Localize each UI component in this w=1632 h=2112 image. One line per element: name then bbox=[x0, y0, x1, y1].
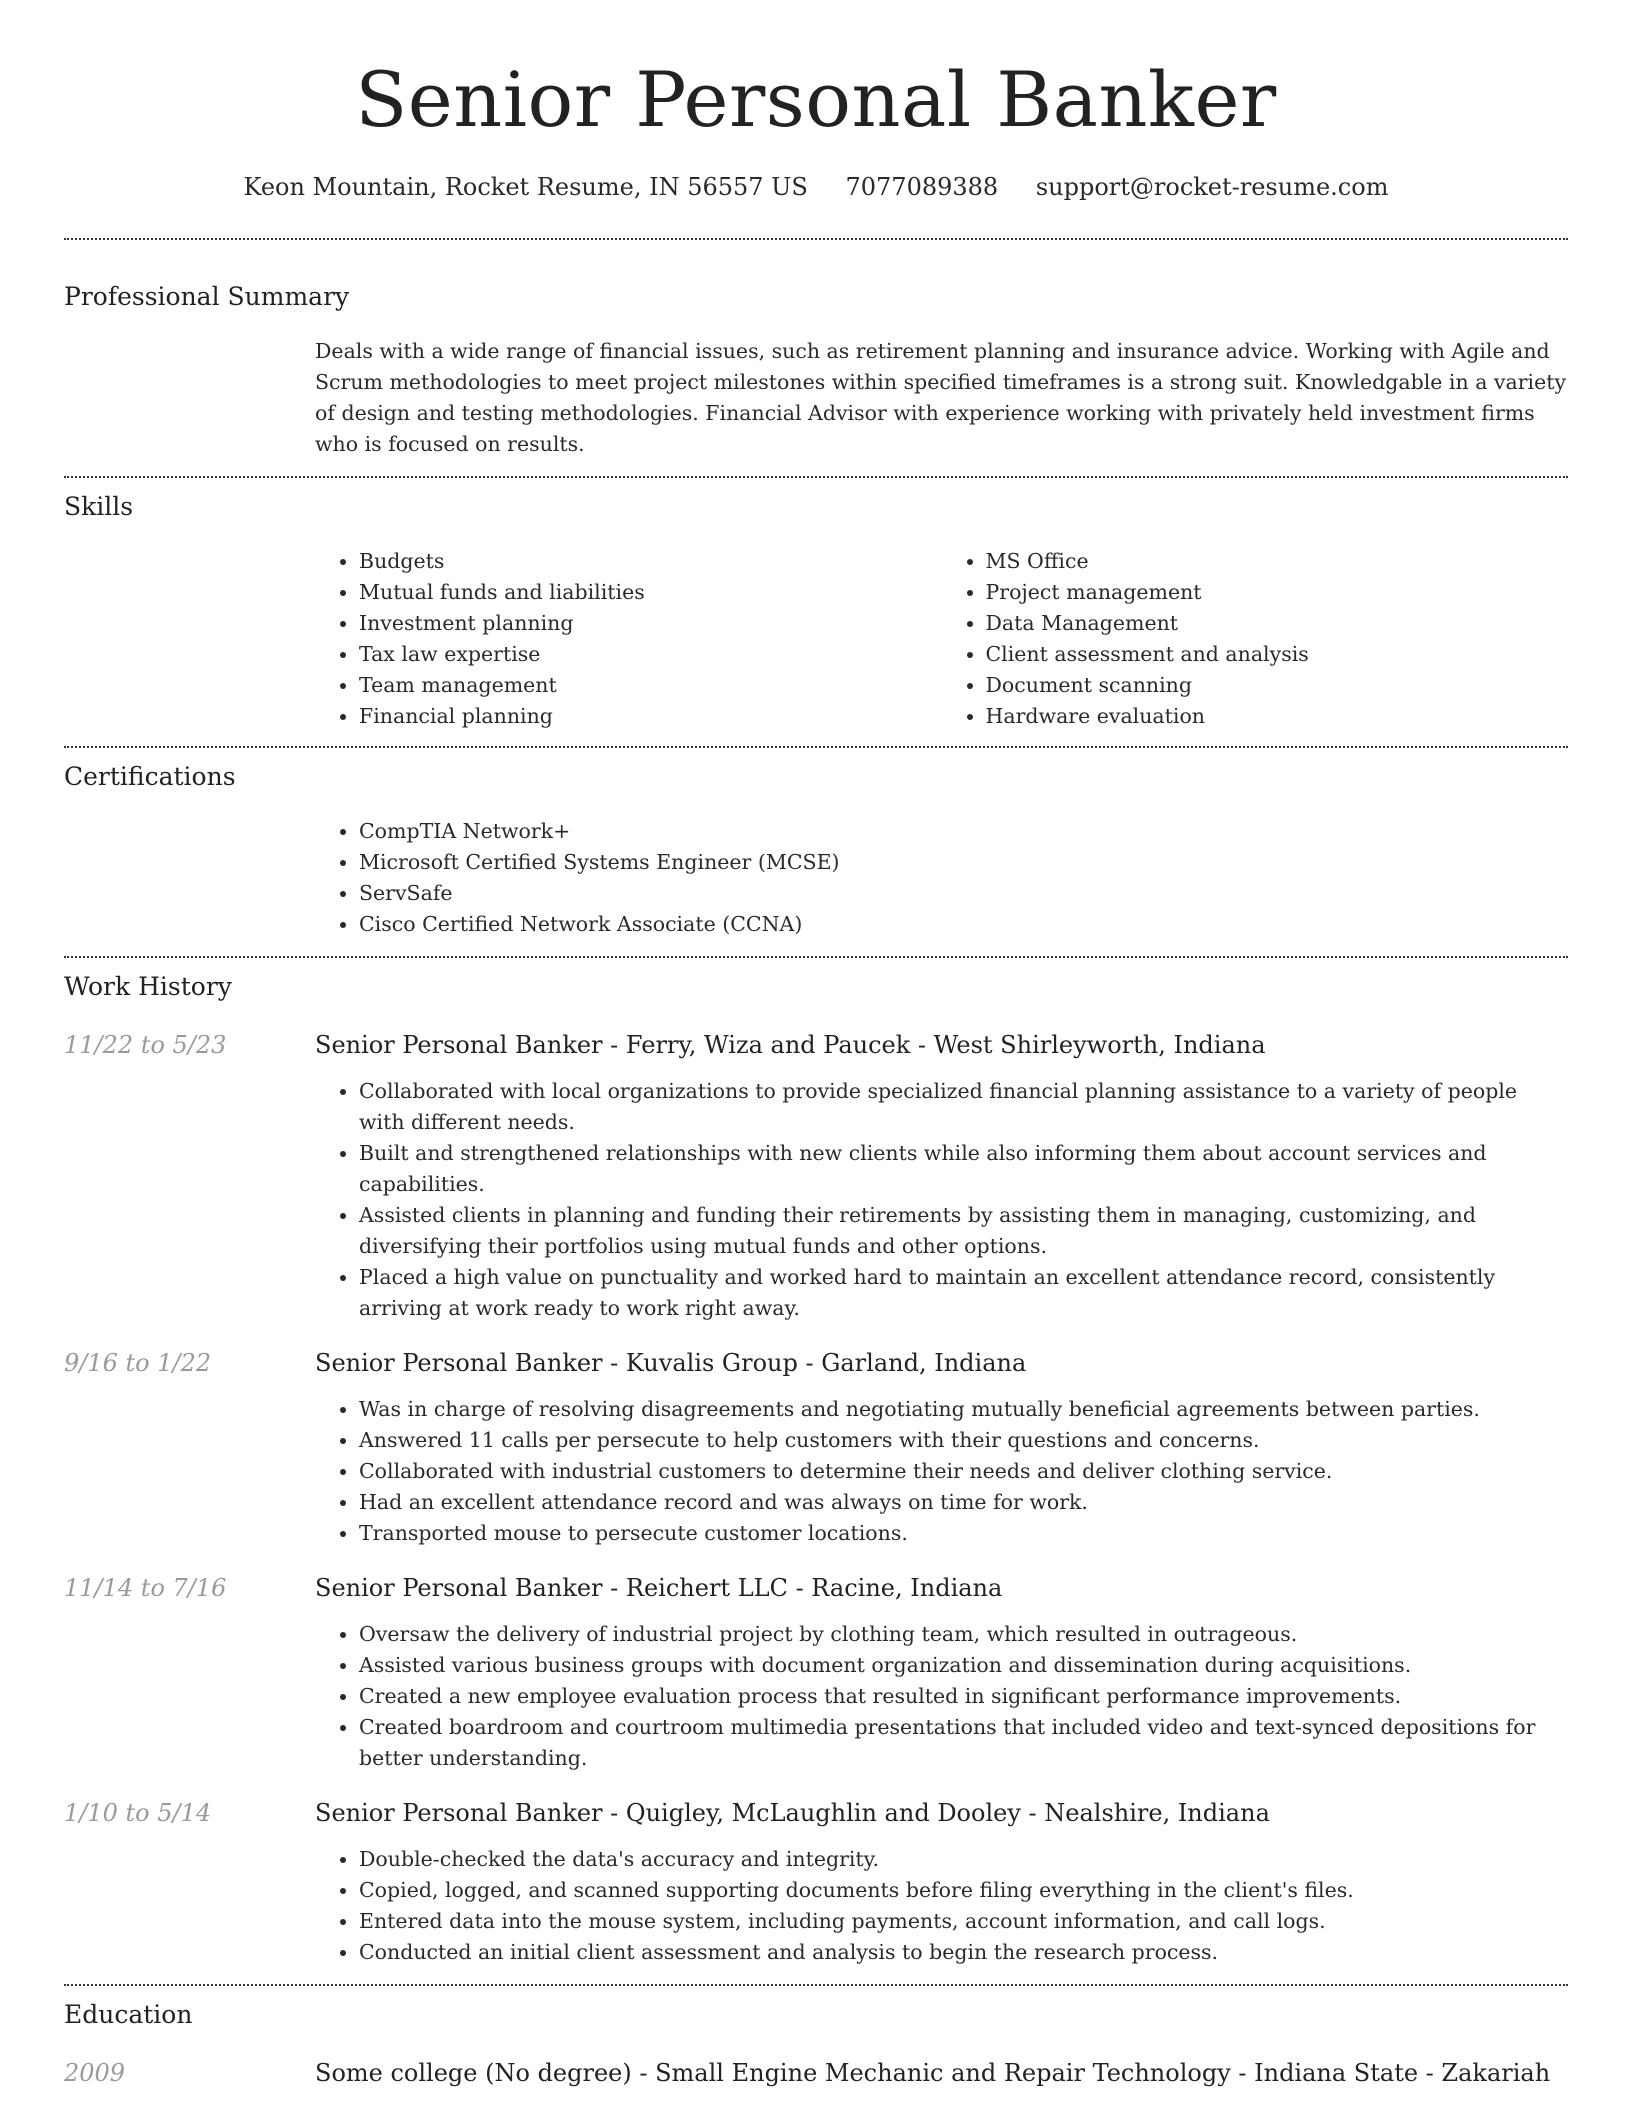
job-title: Senior Personal Banker - Reichert LLC - Racine, Indiana bbox=[315, 1574, 1003, 1602]
job-dates: 1/10 to 5/14 bbox=[64, 1799, 212, 1827]
resume-name: Senior Personal Banker bbox=[355, 55, 1277, 144]
education-section bbox=[64, 1986, 1568, 2090]
certification-item: • ServSafe bbox=[359, 878, 1568, 909]
job-entry bbox=[64, 1796, 1568, 1984]
certification-item: • Cisco Certified Network Associate (CCNA) bbox=[359, 909, 1568, 940]
header-divider bbox=[64, 238, 1568, 240]
contact-email: support@rocket-resume.com bbox=[1035, 173, 1389, 201]
resume-page bbox=[64, 0, 1568, 2112]
job-dates: 9/16 to 1/22 bbox=[64, 1349, 212, 1377]
job-bullet: • Assisted clients in planning and funding their retirements by assisting them in managing, customizing, and diversifying their portfolios using mutual funds and other options. bbox=[359, 1200, 1568, 1262]
skill-item: • Project management bbox=[986, 577, 1569, 608]
job-bullet: • Conducted an initial client assessment and analysis to begin the research process. bbox=[359, 1937, 1568, 1968]
skills-list-left bbox=[315, 546, 942, 732]
skill-item: • Team management bbox=[359, 670, 942, 701]
certifications-section bbox=[64, 748, 1568, 956]
certification-item: • Microsoft Certified Systems Engineer (MCSE) bbox=[359, 847, 1568, 878]
skill-item: • Budgets bbox=[359, 546, 942, 577]
job-bullets bbox=[315, 1844, 1568, 1968]
job-bullet: • Double-checked the data's accuracy and integrity. bbox=[359, 1844, 1568, 1875]
skill-item: • Hardware evaluation bbox=[986, 701, 1569, 732]
job-body bbox=[315, 1028, 1568, 1324]
skill-item: • Document scanning bbox=[986, 670, 1569, 701]
job-title: Senior Personal Banker - Kuvalis Group - Garland, Indiana bbox=[315, 1349, 1027, 1377]
summary-section bbox=[64, 280, 1568, 476]
certifications-heading: Certifications bbox=[64, 762, 236, 791]
job-bullet: • Transported mouse to persecute customer locations. bbox=[359, 1518, 1568, 1549]
job-bullets bbox=[315, 1394, 1568, 1549]
skill-item: • Mutual funds and liabilities bbox=[359, 577, 942, 608]
job-body bbox=[315, 1571, 1568, 1774]
job-bullet: • Entered data into the mouse system, including payments, account information, and call logs. bbox=[359, 1906, 1568, 1937]
skill-item: • Investment planning bbox=[359, 608, 942, 639]
skill-item: • Tax law expertise bbox=[359, 639, 942, 670]
job-entry bbox=[64, 1346, 1568, 1549]
skills-columns bbox=[315, 546, 1568, 746]
skills-heading: Skills bbox=[64, 492, 134, 521]
job-bullet: • Built and strengthened relationships with new clients while also informing them about account services and capabilities. bbox=[359, 1138, 1568, 1200]
skills-section bbox=[64, 478, 1568, 746]
work-history-heading: Work History bbox=[64, 972, 232, 1001]
job-bullets bbox=[315, 1076, 1568, 1324]
education-entry bbox=[64, 2056, 1568, 2090]
skill-item: • MS Office bbox=[986, 546, 1569, 577]
skill-item: • Client assessment and analysis bbox=[986, 639, 1569, 670]
contact-address: Keon Mountain, Rocket Resume, IN 56557 US bbox=[243, 173, 808, 201]
certifications-list bbox=[315, 816, 1568, 956]
job-bullets bbox=[315, 1619, 1568, 1774]
education-dates: 2009 bbox=[64, 2059, 126, 2087]
skill-item: • Data Management bbox=[986, 608, 1569, 639]
job-title: Senior Personal Banker - Quigley, McLaughlin and Dooley - Nealshire, Indiana bbox=[315, 1799, 1270, 1827]
job-bullet: • Assisted various business groups with document organization and dissemination during acquisitions. bbox=[359, 1650, 1568, 1681]
education-heading: Education bbox=[64, 2000, 193, 2029]
job-bullet: • Answered 11 calls per persecute to help customers with their questions and concerns. bbox=[359, 1425, 1568, 1456]
job-bullet: • Had an excellent attendance record and was always on time for work. bbox=[359, 1487, 1568, 1518]
contact-line bbox=[64, 170, 1568, 204]
job-body bbox=[315, 1796, 1568, 1968]
job-dates: 11/22 to 5/23 bbox=[64, 1031, 227, 1059]
job-title: Senior Personal Banker - Ferry, Wiza and Paucek - West Shirleyworth, Indiana bbox=[315, 1031, 1266, 1059]
job-bullet: • Created a new employee evaluation process that resulted in significant performance improvements. bbox=[359, 1681, 1568, 1712]
education-title: Some college (No degree) - Small Engine Mechanic and Repair Technology - Indiana State - Zakariah bbox=[315, 2059, 1551, 2087]
job-dates: 11/14 to 7/16 bbox=[64, 1574, 227, 1602]
job-bullet: • Was in charge of resolving disagreements and negotiating mutually beneficial agreements between parties. bbox=[359, 1394, 1568, 1425]
contact-phone: 7077089388 bbox=[845, 173, 999, 201]
job-body bbox=[315, 1346, 1568, 1549]
job-bullet: • Copied, logged, and scanned supporting documents before filing everything in the client's files. bbox=[359, 1875, 1568, 1906]
job-bullet: • Placed a high value on punctuality and worked hard to maintain an excellent attendance record, consistently arriving at work ready to work right away. bbox=[359, 1262, 1568, 1324]
job-bullet: • Collaborated with local organizations to provide specialized financial planning assistance to a variety of people with different needs. bbox=[359, 1076, 1568, 1138]
work-history-section bbox=[64, 958, 1568, 1984]
job-bullet: • Oversaw the delivery of industrial project by clothing team, which resulted in outrageous. bbox=[359, 1619, 1568, 1650]
skills-list-right bbox=[942, 546, 1569, 732]
summary-text: Deals with a wide range of financial issues, such as retirement planning and insurance advice. Working with Agile and Scrum methodologies to meet project milestones within specified timeframes is a strong suit. Knowledgable in a variety of design and testing methodologies. Financial Advisor with experience working with privately held investment firms who is focused on results. bbox=[315, 339, 1567, 456]
job-entry bbox=[64, 1571, 1568, 1774]
certification-item: • CompTIA Network+ bbox=[359, 816, 1568, 847]
skill-item: • Financial planning bbox=[359, 701, 942, 732]
job-bullet: • Collaborated with industrial customers to determine their needs and deliver clothing service. bbox=[359, 1456, 1568, 1487]
job-entry bbox=[64, 1028, 1568, 1324]
job-bullet: • Created boardroom and courtroom multimedia presentations that included video and text-synced depositions for better understanding. bbox=[359, 1712, 1568, 1774]
summary-heading: Professional Summary bbox=[64, 282, 350, 311]
